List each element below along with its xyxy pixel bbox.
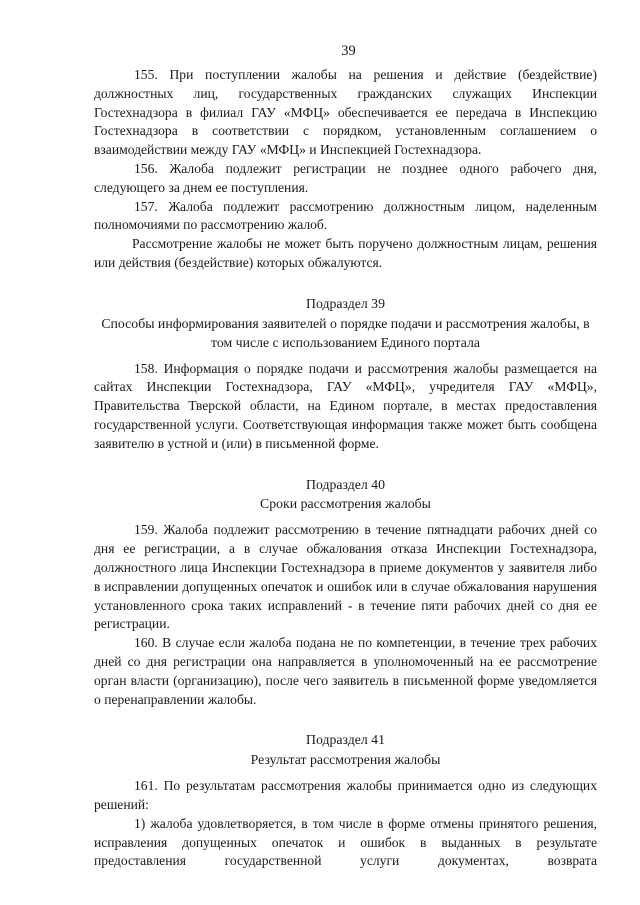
paragraph-156: 156. Жалоба подлежит регистрации не позднее одного рабочего дня, следующего за днем ее поступления.	[94, 160, 597, 195]
paragraph-161: 161. По результатам рассмотрения жалобы принимается одно из следующих решений:	[94, 778, 597, 812]
page-number: 39	[341, 43, 356, 59]
paragraph-157-note: Рассмотрение жалобы не может быть поручено должностным лицам, решения или действия (бездействие) которых обжалуются.	[94, 236, 597, 270]
document-page	[94, 0, 597, 871]
section-40-title: Сроки рассмотрения жалобы	[260, 496, 431, 512]
paragraph-158: 158. Информация о порядке подачи и рассмотрения жалобы размещается на сайтах Инспекции Гостехнадзора, ГАУ «МФЦ», учредителя ГАУ «МФЦ», Правительства Тверской области, на Едином портале, в местах предоставления государственной услуги. Соответствующая информация также может быть сообщена заявителю в устной и (или) в письменной форме.	[94, 360, 597, 451]
section-41-heading: Подраздел 41	[306, 732, 385, 748]
section-41-title: Результат рассмотрения жалобы	[250, 752, 441, 768]
paragraph-159: 159. Жалоба подлежит рассмотрению в течение пятнадцати рабочих дней со дня ее регистрации, а в случае обжалования отказа Инспекции Гостехнадзора, должностного лица Инспекции Гостехнадзора в приеме документов у заявителя либо в исправлении допущенных опечаток и ошибок или в случае обжалования нарушения установленного срока таких исправлений - в течение пяти рабочих дней со дня ее регистрации.	[94, 522, 597, 632]
section-40-heading: Подраздел 40	[306, 476, 385, 492]
paragraph-160: 160. В случае если жалоба подана не по компетенции, в течение трех рабочих дней со дня регистрации она направляется в уполномоченный на ее рассмотрение орган власти (организацию), после чего заявитель в письменной форме уведомляется о перенаправлении жалобы.	[94, 635, 597, 707]
paragraph-155: 155. При поступлении жалобы на решения и действие (бездействие) должностных лиц, государственных гражданских служащих Инспекции Гостехнадзора в филиал ГАУ «МФЦ» обеспечивается ее передача в Инспекцию Гостехнадзора в соответствии с порядком, установленным соглашением о взаимодействии между ГАУ «МФЦ» и Инспекцией Гостехнадзора.	[94, 67, 597, 158]
paragraph-157: 157. Жалоба подлежит рассмотрению должностным лицом, наделенным полномочиями по рассмотрению жалоб.	[94, 198, 597, 233]
section-39-title: Способы информирования заявителей о порядке подачи и рассмотрения жалобы, в том числе с использованием Единого портала	[101, 315, 590, 350]
section-39-heading: Подраздел 39	[306, 295, 385, 311]
paragraph-161-item-1: 1) жалоба удовлетворяется, в том числе в форме отмены принятого решения, исправления допущенных опечаток и ошибок в выданных в результате предоставления государственной услуги документах, возврата	[94, 815, 597, 869]
